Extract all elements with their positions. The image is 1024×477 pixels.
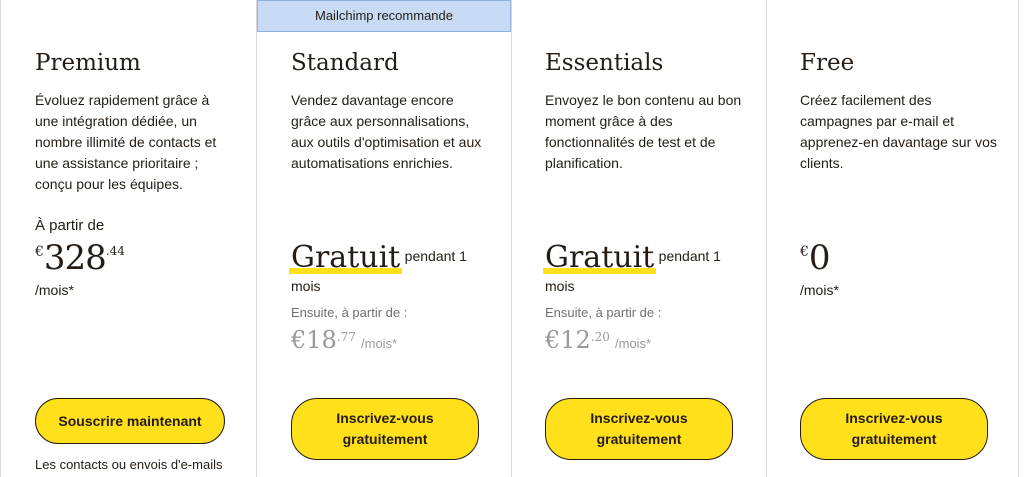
free-duration: pendant 1 bbox=[404, 248, 467, 264]
price-cents: .44 bbox=[105, 244, 125, 258]
after-price-amount: €18 bbox=[291, 326, 337, 354]
free-duration-unit: mois bbox=[545, 278, 575, 294]
then-label: Ensuite, à partir de : bbox=[291, 305, 408, 320]
signup-free-button[interactable]: Inscrivez-vous gratuitement bbox=[291, 398, 479, 460]
price-amount: 328 bbox=[43, 238, 106, 278]
after-price-cents: .77 bbox=[336, 330, 356, 344]
subscribe-button[interactable]: Souscrire maintenant bbox=[35, 398, 225, 444]
after-price-cents: .20 bbox=[590, 330, 610, 344]
plan-price bbox=[35, 238, 125, 278]
plan-card-essentials bbox=[511, 0, 767, 477]
plan-card-premium bbox=[0, 0, 257, 477]
plan-title: Premium bbox=[35, 50, 141, 76]
free-duration-unit: mois bbox=[291, 278, 321, 294]
plan-description: Envoyez le bon contenu au bon moment grâce à des fonctionnalités de test et de planification. bbox=[545, 92, 742, 171]
plan-title: Standard bbox=[291, 50, 399, 76]
free-offer bbox=[545, 240, 745, 276]
free-label: Gratuit bbox=[545, 240, 655, 275]
price-period: /mois* bbox=[35, 282, 74, 298]
currency-symbol: € bbox=[35, 244, 44, 260]
after-price bbox=[545, 326, 651, 354]
price-amount: 0 bbox=[808, 238, 830, 278]
free-offer bbox=[291, 240, 491, 276]
after-price-amount: €12 bbox=[545, 326, 591, 354]
after-price-period: /mois* bbox=[615, 336, 652, 351]
currency-symbol: € bbox=[800, 244, 809, 260]
free-label: Gratuit bbox=[291, 240, 401, 275]
plan-price bbox=[800, 238, 830, 278]
plan-card-free bbox=[766, 0, 1019, 477]
free-duration: pendant 1 bbox=[658, 248, 721, 264]
price-period: /mois* bbox=[800, 282, 839, 298]
after-price bbox=[291, 326, 397, 354]
footnote-text: Les contacts ou envois d'e-mails bbox=[35, 457, 223, 472]
signup-free-button[interactable]: Inscrivez-vous gratuitement bbox=[800, 398, 988, 460]
recommended-badge: Mailchimp recommande bbox=[257, 0, 511, 32]
then-label: Ensuite, à partir de : bbox=[545, 305, 662, 320]
plan-title: Free bbox=[800, 50, 855, 76]
plan-title: Essentials bbox=[545, 50, 664, 76]
from-label: À partir de bbox=[35, 217, 105, 234]
plan-description: Créez facilement des campagnes par e-mail et apprenez-en davantage sur vos clients. bbox=[800, 92, 997, 171]
after-price-period: /mois* bbox=[361, 336, 398, 351]
plan-card-standard bbox=[256, 0, 512, 477]
plan-description: Vendez davantage encore grâce aux personnalisations, aux outils d'optimisation et aux automatisations enrichies. bbox=[291, 92, 482, 171]
plan-description: Évoluez rapidement grâce à une intégration dédiée, un nombre illimité de contacts et une assistance prioritaire ; conçu pour les équipes. bbox=[35, 92, 217, 192]
signup-free-button[interactable]: Inscrivez-vous gratuitement bbox=[545, 398, 733, 460]
